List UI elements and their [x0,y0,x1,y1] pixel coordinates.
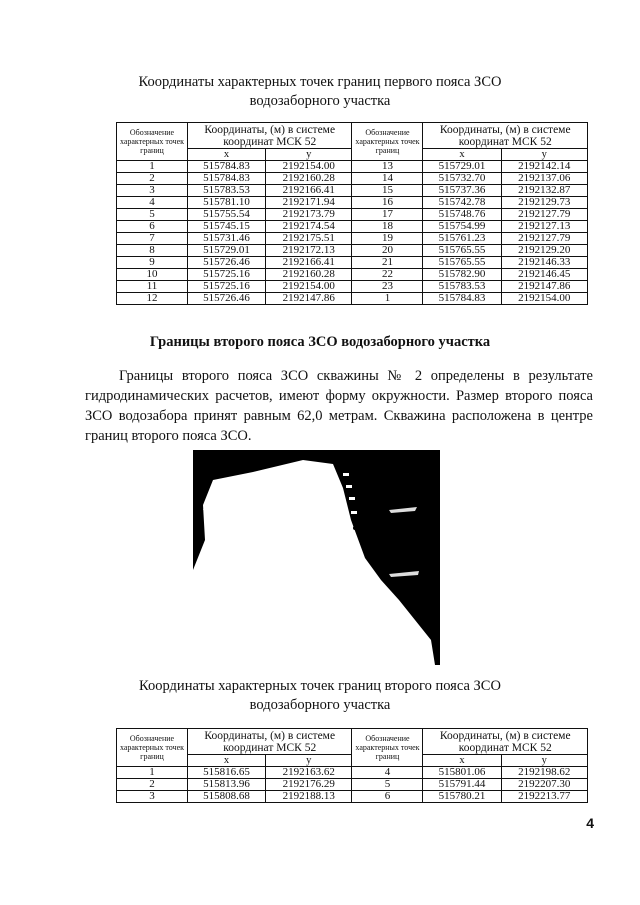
table-row [117,221,588,233]
table-cell: 4 [352,767,423,779]
header-point: Обозначение характерных точек границ [117,729,188,767]
table-cell: 515765.55 [423,245,501,257]
table-cell: 515801.06 [423,767,501,779]
table-cell: 6 [117,221,188,233]
table-cell: 2192146.45 [501,269,587,281]
table-cell: 3 [117,791,188,803]
header-y: у [266,149,352,161]
header-x: х [423,755,501,767]
table-cell: 515755.54 [188,209,266,221]
table-cell: 2192174.54 [266,221,352,233]
header-coords: Координаты, (м) в системе координат МСК 52 [188,123,352,149]
table-cell: 16 [352,197,423,209]
table-cell: 515784.83 [188,173,266,185]
satellite-image [193,450,440,665]
table-cell: 1 [352,293,423,305]
table-cell: 515737.36 [423,185,501,197]
table2-caption [0,677,640,715]
table-cell: 515791.44 [423,779,501,791]
table-cell: 2192166.41 [266,257,352,269]
header-point: Обозначение характерных точек границ [117,123,188,161]
table-cell: 2192173.79 [266,209,352,221]
page-number: 4 [586,815,594,831]
table-cell: 515745.15 [188,221,266,233]
table-cell: 2192132.87 [501,185,587,197]
table1-caption-line2: водозаборного участка [249,93,391,109]
table-cell: 515726.46 [188,257,266,269]
table-cell: 2192207.30 [501,779,587,791]
table-cell: 2192142.14 [501,161,587,173]
table-cell: 515754.99 [423,221,501,233]
table-row [117,791,588,803]
table-cell: 515725.16 [188,281,266,293]
table-cell: 515731.46 [188,233,266,245]
coords-table-first-zone [116,122,588,305]
satellite-image-graphic [193,450,440,665]
table-cell: 13 [352,161,423,173]
table-cell: 515761.23 [423,233,501,245]
table-cell: 2192127.79 [501,233,587,245]
table-cell: 2192147.86 [501,281,587,293]
table-cell: 515748.76 [423,209,501,221]
table-row [117,185,588,197]
table-cell: 2 [117,779,188,791]
table-cell: 515729.01 [423,161,501,173]
table-cell: 2192154.00 [266,281,352,293]
table-cell: 5 [352,779,423,791]
header-point: Обозначение характерных точек границ [352,123,423,161]
table-cell: 2192154.00 [501,293,587,305]
table-cell: 19 [352,233,423,245]
table-row [117,293,588,305]
header-y: у [501,755,587,767]
header-y: у [266,755,352,767]
table-cell: 12 [117,293,188,305]
header-coords: Координаты, (м) в системе координат МСК 52 [423,729,588,755]
table-cell: 2192176.29 [266,779,352,791]
table-cell: 515765.55 [423,257,501,269]
table-cell: 23 [352,281,423,293]
table-row [117,161,588,173]
table-cell: 22 [352,269,423,281]
table-cell: 1 [117,767,188,779]
table2-caption-line2: водозаборного участка [249,697,391,713]
table-cell: 2192127.79 [501,209,587,221]
table-cell: 515783.53 [188,185,266,197]
table-row [117,257,588,269]
header-coords: Координаты, (м) в системе координат МСК 52 [188,729,352,755]
table-cell: 515783.53 [423,281,501,293]
table-cell: 10 [117,269,188,281]
table-cell: 20 [352,245,423,257]
table-cell: 515726.46 [188,293,266,305]
table-cell: 5 [117,209,188,221]
table-cell: 2192166.41 [266,185,352,197]
table-cell: 3 [117,185,188,197]
table-cell: 2192129.20 [501,245,587,257]
table-cell: 2192147.86 [266,293,352,305]
table-row [117,767,588,779]
table-row [117,197,588,209]
section-heading: Границы второго пояса ЗСО водозаборного участка [149,334,491,350]
table-cell: 515780.21 [423,791,501,803]
table-cell: 18 [352,221,423,233]
table-cell: 6 [352,791,423,803]
table-row [117,233,588,245]
table-cell: 2192160.28 [266,173,352,185]
body-paragraph-text: Границы второго пояса ЗСО скважины № 2 определены в результате гидродинамических расчетов, имеют форму окружности. Размер второго пояса ЗСО водозабора принят равным 62,0 метрам. Скважина расположена в центре границ второго пояса ЗСО. [85,368,593,444]
table-cell: 515725.16 [188,269,266,281]
table-cell: 2192198.62 [501,767,587,779]
table-cell: 17 [352,209,423,221]
header-x: х [188,755,266,767]
table2-body [117,767,588,803]
table-cell: 515732.70 [423,173,501,185]
table-cell: 515784.83 [188,161,266,173]
table-cell: 2192172.13 [266,245,352,257]
table-cell: 21 [352,257,423,269]
table-cell: 515808.68 [188,791,266,803]
table-cell: 2192127.13 [501,221,587,233]
table2-caption-line1: Координаты характерных точек границ второго пояса ЗСО [139,678,501,694]
table-cell: 2192154.00 [266,161,352,173]
table-cell: 515813.96 [188,779,266,791]
table-cell: 515742.78 [423,197,501,209]
header-x: х [188,149,266,161]
table1-body [117,161,588,305]
table-cell: 7 [117,233,188,245]
table-row [117,209,588,221]
table-cell: 515729.01 [188,245,266,257]
header-coords: Координаты, (м) в системе координат МСК 52 [423,123,588,149]
table1-caption-line1: Координаты характерных точек границ первого пояса ЗСО [138,74,502,90]
table-row [117,245,588,257]
table-row [117,173,588,185]
table-row [117,269,588,281]
table-cell: 515781.10 [188,197,266,209]
table-cell: 515782.90 [423,269,501,281]
table-cell: 14 [352,173,423,185]
table-cell: 2192175.51 [266,233,352,245]
table-cell: 2192146.33 [501,257,587,269]
table-cell: 2192163.62 [266,767,352,779]
table-cell: 1 [117,161,188,173]
table-cell: 515784.83 [423,293,501,305]
body-paragraph [85,366,593,446]
header-point: Обозначение характерных точек границ [352,729,423,767]
table-cell: 2 [117,173,188,185]
table-cell: 2192213.77 [501,791,587,803]
table1-caption [0,73,640,111]
table-cell: 2192137.06 [501,173,587,185]
table-cell: 515816.65 [188,767,266,779]
header-y: у [501,149,587,161]
table-cell: 2192129.73 [501,197,587,209]
table-row [117,281,588,293]
coords-table-second-zone [116,728,588,803]
header-x: х [423,149,501,161]
table-cell: 2192160.28 [266,269,352,281]
table-cell: 9 [117,257,188,269]
table-cell: 4 [117,197,188,209]
table-cell: 2192171.94 [266,197,352,209]
table-row [117,779,588,791]
table-cell: 2192188.13 [266,791,352,803]
table-cell: 15 [352,185,423,197]
table-cell: 11 [117,281,188,293]
table-cell: 8 [117,245,188,257]
